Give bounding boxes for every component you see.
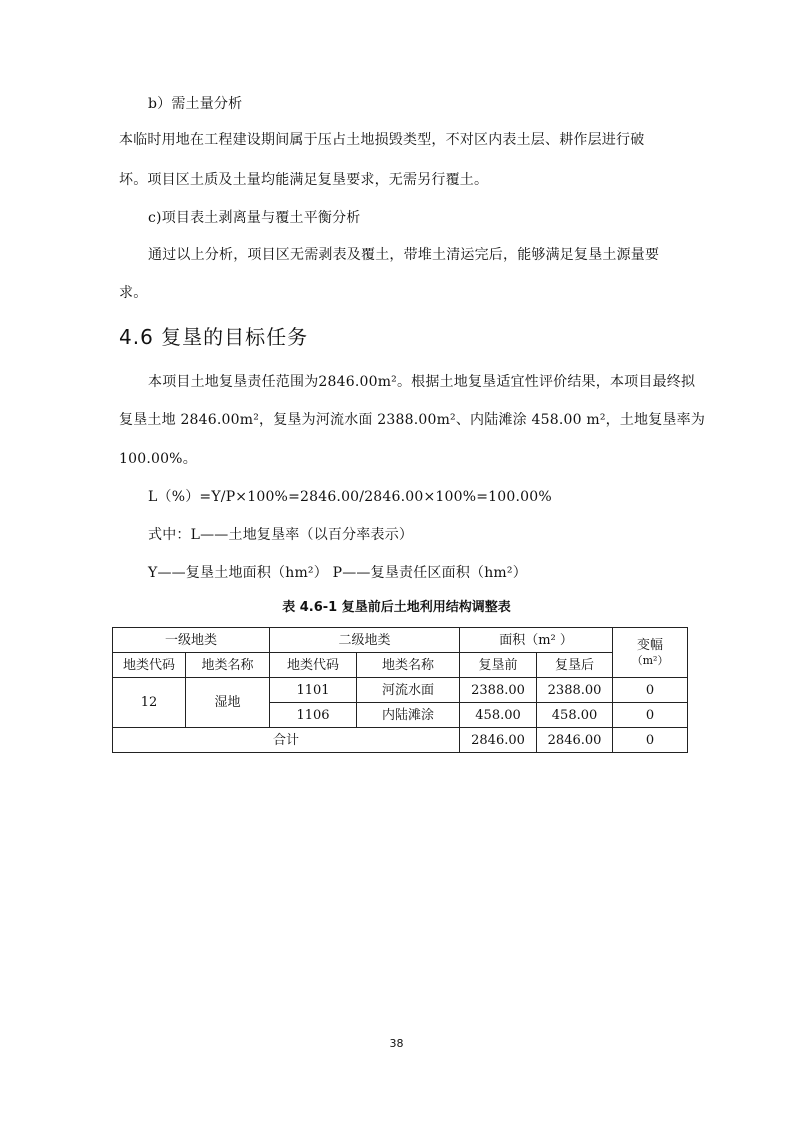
header-level1: 一级地类: [113, 628, 270, 653]
row-before: 2388.00: [460, 678, 537, 703]
section-c-paragraph-line-1: 通过以上分析，项目区无需剥表及覆土，带堆土清运完后，能够满足复垦土源量要: [148, 247, 660, 263]
header-code-2: 地类代码: [270, 653, 357, 678]
table-header-row-2: [113, 653, 688, 678]
header-name-2: 地类名称: [357, 653, 460, 678]
section-4-6-paragraph-line-1: 本项目土地复垦责任范围为2846.00m²。根据土地复垦适宜性评价结果，本项目最终拟: [148, 374, 696, 390]
row-code: 1101: [270, 678, 357, 703]
header-change-unit: （m²）: [631, 653, 669, 667]
total-before: 2846.00: [460, 728, 537, 753]
header-code-1: 地类代码: [113, 653, 186, 678]
formula-where-clause-2: Y——复垦土地面积（hm²） P——复垦责任区面积（hm²）: [148, 565, 527, 581]
land-use-adjustment-table: [112, 627, 688, 753]
section-4-6-paragraph-line-3: 100.00%。: [119, 451, 197, 467]
row-code: 1106: [270, 703, 357, 728]
header-before: 复垦前: [460, 653, 537, 678]
section-c-paragraph-line-2: 求。: [119, 285, 148, 301]
page-number: 38: [389, 1037, 404, 1050]
table-caption: 表 4.6-1 复垦前后土地利用结构调整表: [282, 600, 511, 615]
row-name: 河流水面: [357, 678, 460, 703]
total-change: 0: [613, 728, 688, 753]
table-total-row: [113, 728, 688, 753]
section-4-6-heading: 4.6 复垦的目标任务: [119, 325, 309, 349]
row-after: 2388.00: [537, 678, 613, 703]
header-change-label: 变幅: [637, 637, 664, 653]
row-change: 0: [613, 703, 688, 728]
section-b-title: b）需土量分析: [148, 96, 243, 112]
group-code: 12: [113, 678, 186, 728]
section-b-paragraph-line-1: 本临时用地在工程建设期间属于压占土地损毁类型，不对区内表土层、耕作层进行破: [119, 132, 645, 148]
table-header-row-1: [113, 628, 688, 653]
section-4-6-paragraph-line-2: 复垦土地 2846.00m²，复垦为河流水面 2388.00m²、内陆滩涂 458.00 m²，土地复垦率为: [119, 412, 706, 428]
group-name: 湿地: [186, 678, 270, 728]
header-area: 面积（m² ）: [460, 628, 613, 653]
formula-where-clause: 式中：L——土地复垦率（以百分率表示）: [148, 527, 414, 543]
row-after: 458.00: [537, 703, 613, 728]
row-change: 0: [613, 678, 688, 703]
header-change: [613, 628, 688, 678]
section-b-paragraph-line-2: 坏。项目区土质及土量均能满足复垦要求，无需另行覆土。: [119, 172, 489, 188]
total-after: 2846.00: [537, 728, 613, 753]
reclamation-rate-formula: L（%）=Y/P×100%=2846.00/2846.00×100%=100.00%: [148, 489, 552, 505]
total-label: 合计: [113, 728, 460, 753]
table-row: [113, 678, 688, 703]
header-after: 复垦后: [537, 653, 613, 678]
row-name: 内陆滩涂: [357, 703, 460, 728]
section-c-title: c)项目表土剥离量与覆土平衡分析: [148, 210, 361, 226]
header-level2: 二级地类: [270, 628, 460, 653]
header-name-1: 地类名称: [186, 653, 270, 678]
row-before: 458.00: [460, 703, 537, 728]
